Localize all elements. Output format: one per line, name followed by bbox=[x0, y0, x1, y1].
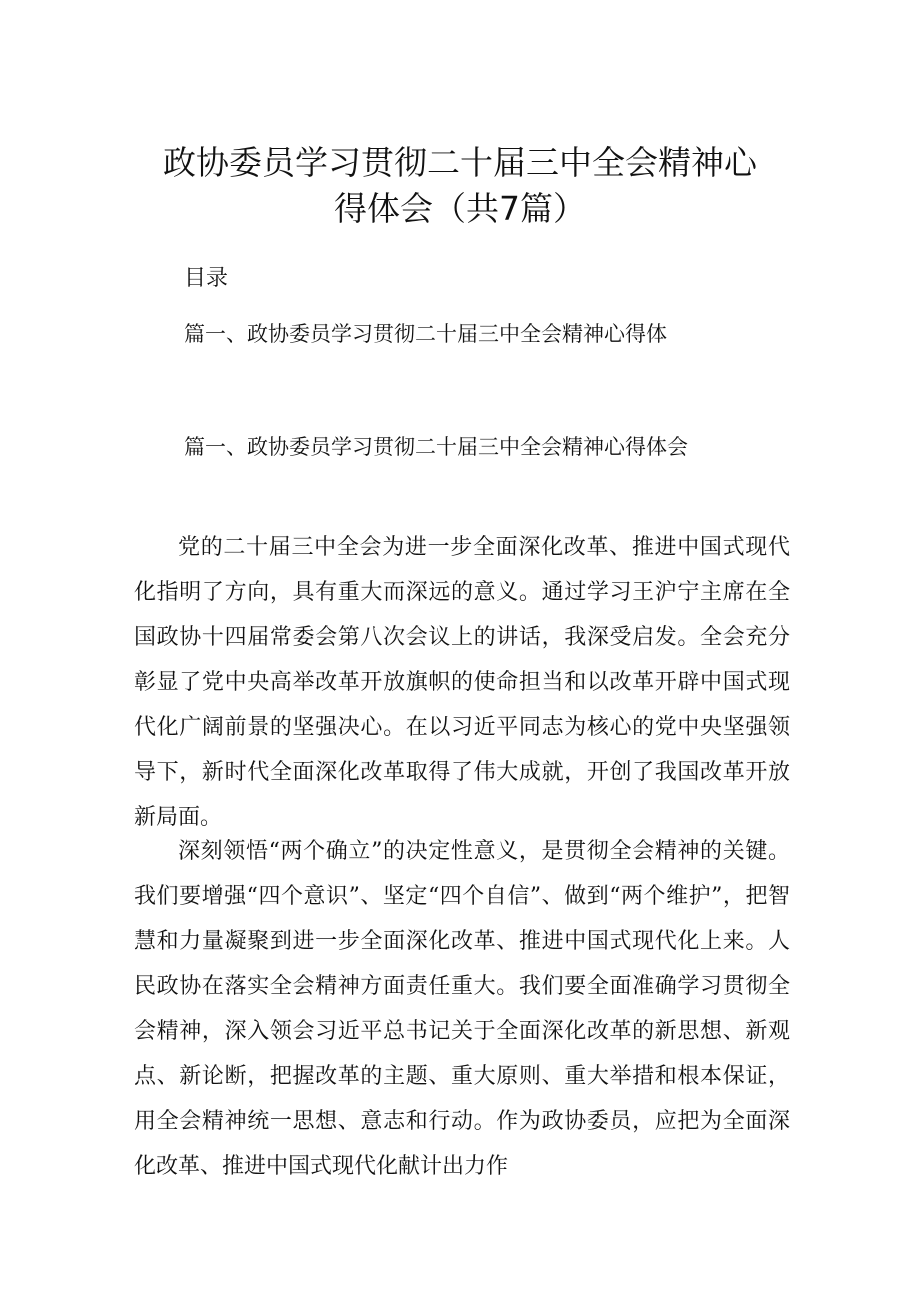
toc-label: 目录 bbox=[184, 266, 229, 291]
document-title-line-2: 得体会（共7篇） bbox=[334, 189, 586, 228]
document-title-line-1: 政协委员学习贯彻二十届三中全会精神心 bbox=[163, 143, 757, 182]
toc-item-1[interactable]: 篇一、政协委员学习贯彻二十届三中全会精神心得体 bbox=[184, 322, 667, 346]
section-heading: 篇一、政协委员学习贯彻二十届三中全会精神心得体会 bbox=[184, 435, 688, 459]
body-paragraph-1: 党的二十届三中全会为进一步全面深化改革、推进中国式现代化指明了方向，具有重大而深远的意义。通过学习王沪宁主席在全国政协十四届常委会第八次会议上的讲话，我深受启发。全会充分彰显了党中央高举改革开放旗帜的使命担当和以改革开辟中国式现代化广阔前景的坚强决心。在以习近平同志为核心的党中央坚强领导下，新时代全面深化改革取得了伟大成就，开创了我国改革开放新局面。 bbox=[134, 535, 790, 830]
body-paragraph-2: 深刻领悟“两个确立”的决定性意义，是贯彻全会精神的关键。我们要增强“四个意识”、坚定“四个自信”、做到“两个维护”，把智慧和力量凝聚到进一步全面深化改革、推进中国式现代化上来。人民政协在落实全会精神方面责任重大。我们要全面准确学习贯彻全会精神，深入领会习近平总书记关于全面深化改革的新思想、新观点、新论断，把握改革的主题、重大原则、重大举措和根本保证，用全会精神统一思想、意志和行动。作为政协委员，应把为全面深化改革、推进中国式现代化献计出力作 bbox=[134, 839, 790, 1179]
